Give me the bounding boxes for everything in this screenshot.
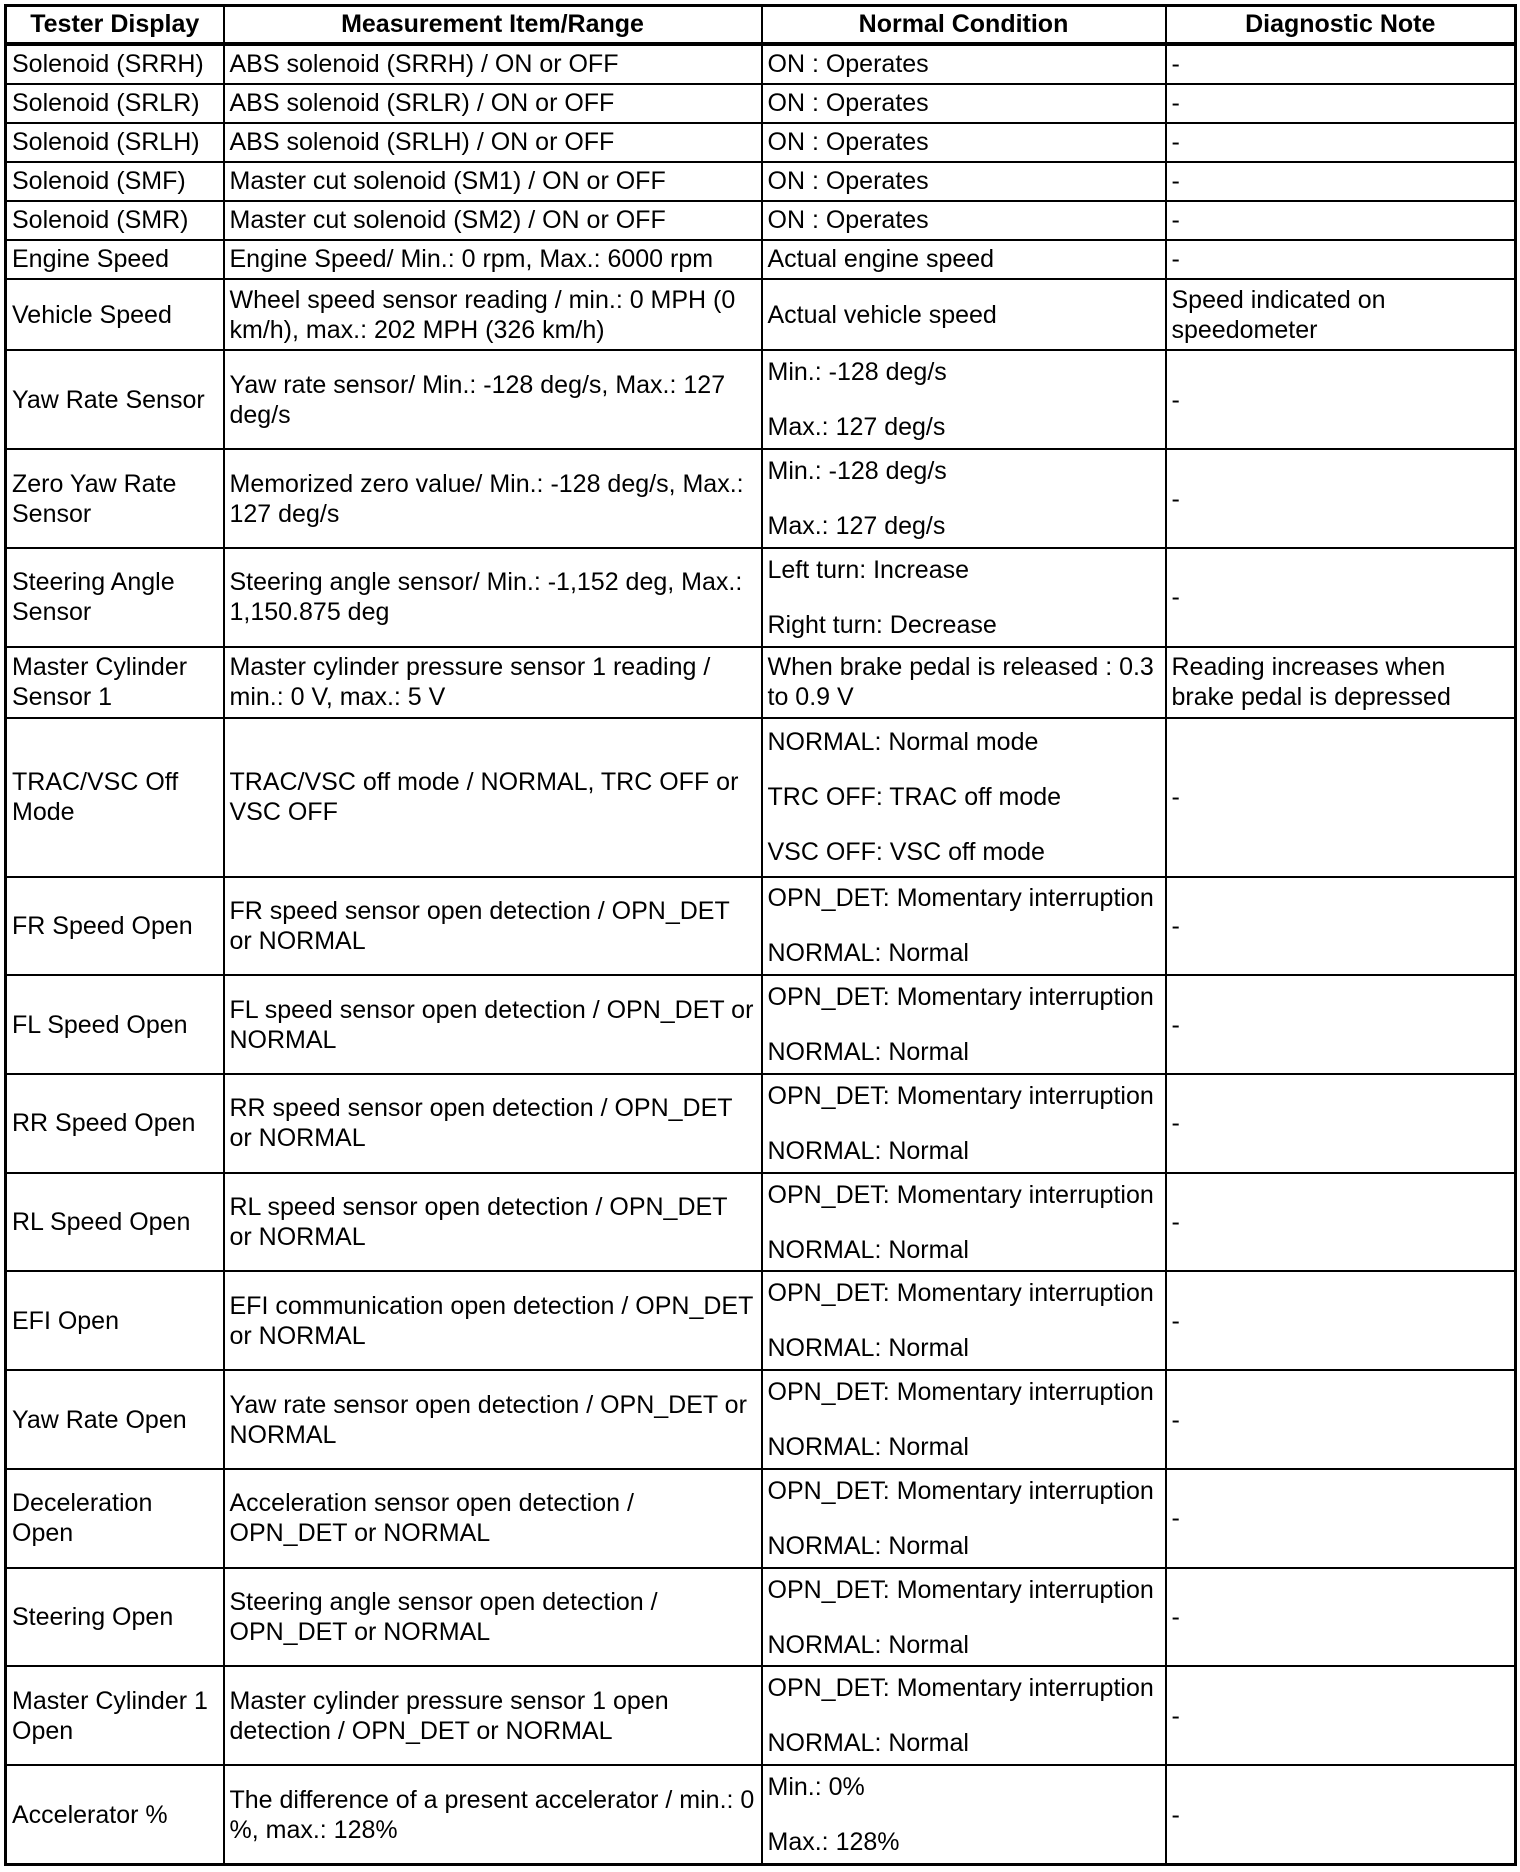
normal-condition-line: Min.: -128 deg/s <box>767 457 947 486</box>
normal-condition-line: Max.: 127 deg/s <box>767 512 946 541</box>
tester-display-cell: Yaw Rate Open <box>6 1370 224 1469</box>
diagnostic-note-cell: Reading increases when brake pedal is depressed <box>1166 647 1516 719</box>
normal-condition-cell <box>762 279 1166 351</box>
normal-condition-line: ON : Operates <box>767 50 929 79</box>
tester-display-cell: RR Speed Open <box>6 1074 224 1173</box>
normal-condition-line: NORMAL: Normal mode <box>767 728 1039 757</box>
table-row <box>6 240 1516 279</box>
normal-condition-cell <box>762 877 1166 976</box>
header-tester-display: Tester Display <box>6 6 224 44</box>
measurement-item-cell: The difference of a present accelerator / min.: 0 %, max.: 128% <box>224 1765 762 1864</box>
normal-condition-line: Max.: 128% <box>767 1828 900 1857</box>
measurement-item-cell: FL speed sensor open detection / OPN_DET or NORMAL <box>224 975 762 1074</box>
normal-condition-line: OPN_DET: Momentary interruption <box>767 1180 1154 1209</box>
table-row <box>6 449 1516 548</box>
tester-display-cell: Solenoid (SMR) <box>6 201 224 240</box>
normal-condition-cell <box>762 647 1166 719</box>
normal-condition-line: Actual engine speed <box>767 245 995 274</box>
table-row <box>6 123 1516 162</box>
normal-condition-line: VSC OFF: VSC off mode <box>767 838 1045 867</box>
normal-condition-line: ON : Operates <box>767 167 929 196</box>
normal-condition-line: NORMAL: Normal <box>767 1235 969 1264</box>
table-row <box>6 162 1516 201</box>
measurement-item-cell: Acceleration sensor open detection / OPN_DET or NORMAL <box>224 1469 762 1568</box>
measurement-item-cell: RR speed sensor open detection / OPN_DET or NORMAL <box>224 1074 762 1173</box>
measurement-item-cell: FR speed sensor open detection / OPN_DET or NORMAL <box>224 877 762 976</box>
normal-condition-line: NORMAL: Normal <box>767 1729 969 1758</box>
header-row <box>6 6 1516 44</box>
diagnostic-note-cell: - <box>1166 975 1516 1074</box>
measurement-item-cell: Steering angle sensor open detection / OPN_DET or NORMAL <box>224 1568 762 1667</box>
diagnostic-note-cell: - <box>1166 1469 1516 1568</box>
header-diagnostic-note: Diagnostic Note <box>1166 6 1516 44</box>
normal-condition-cell <box>762 1765 1166 1864</box>
measurement-item-cell: EFI communication open detection / OPN_DET or NORMAL <box>224 1271 762 1370</box>
normal-condition-line: OPN_DET: Momentary interruption <box>767 1674 1154 1703</box>
diagnostic-note-cell: - <box>1166 1173 1516 1272</box>
normal-condition-cell <box>762 162 1166 201</box>
diagnostic-note-cell: - <box>1166 123 1516 162</box>
table-row <box>6 201 1516 240</box>
diagnostic-note-cell: - <box>1166 162 1516 201</box>
tester-display-cell: Zero Yaw Rate Sensor <box>6 449 224 548</box>
table-row <box>6 1666 1516 1765</box>
measurement-item-cell: Master cylinder pressure sensor 1 reading / min.: 0 V, max.: 5 V <box>224 647 762 719</box>
normal-condition-line: Min.: 0% <box>767 1773 865 1802</box>
tester-display-cell: Solenoid (SRRH) <box>6 44 224 84</box>
tester-display-cell: Steering Open <box>6 1568 224 1667</box>
normal-condition-line: Min.: -128 deg/s <box>767 358 947 387</box>
normal-condition-cell <box>762 1370 1166 1469</box>
normal-condition-line: OPN_DET: Momentary interruption <box>767 1476 1154 1505</box>
normal-condition-line: ON : Operates <box>767 128 929 157</box>
normal-condition-line: ON : Operates <box>767 206 929 235</box>
table-row <box>6 1469 1516 1568</box>
measurement-item-cell: RL speed sensor open detection / OPN_DET or NORMAL <box>224 1173 762 1272</box>
tester-display-cell: Solenoid (SRLR) <box>6 84 224 123</box>
normal-condition-line: NORMAL: Normal <box>767 1531 969 1560</box>
table-row <box>6 975 1516 1074</box>
table-row <box>6 1568 1516 1667</box>
tester-display-cell: Accelerator % <box>6 1765 224 1864</box>
normal-condition-line: NORMAL: Normal <box>767 1630 969 1659</box>
table-row <box>6 1271 1516 1370</box>
normal-condition-cell <box>762 1074 1166 1173</box>
normal-condition-cell <box>762 1271 1166 1370</box>
normal-condition-line: Max.: 127 deg/s <box>767 413 946 442</box>
normal-condition-cell <box>762 1469 1166 1568</box>
diagnostic-note-cell: - <box>1166 449 1516 548</box>
table-row <box>6 84 1516 123</box>
diagnostic-note-cell: - <box>1166 350 1516 449</box>
measurement-item-cell: ABS solenoid (SRRH) / ON or OFF <box>224 44 762 84</box>
table-row <box>6 1765 1516 1864</box>
measurement-item-cell: Yaw rate sensor/ Min.: -128 deg/s, Max.: 127 deg/s <box>224 350 762 449</box>
measurement-item-cell: TRAC/VSC off mode / NORMAL, TRC OFF or VSC OFF <box>224 718 762 876</box>
diagnostic-note-cell: - <box>1166 718 1516 876</box>
table-row <box>6 279 1516 351</box>
data-list-table <box>4 4 1517 1866</box>
normal-condition-line: ON : Operates <box>767 89 929 118</box>
diagnostic-note-cell: - <box>1166 548 1516 647</box>
normal-condition-cell <box>762 1666 1166 1765</box>
normal-condition-line: OPN_DET: Momentary interruption <box>767 1378 1154 1407</box>
normal-condition-line: NORMAL: Normal <box>767 1136 969 1165</box>
table-row <box>6 877 1516 976</box>
measurement-item-cell: ABS solenoid (SRLR) / ON or OFF <box>224 84 762 123</box>
tester-display-cell: EFI Open <box>6 1271 224 1370</box>
diagnostic-note-cell: - <box>1166 1765 1516 1864</box>
table-row <box>6 1370 1516 1469</box>
table-row <box>6 350 1516 449</box>
normal-condition-line: NORMAL: Normal <box>767 939 969 968</box>
diagnostic-note-cell: - <box>1166 201 1516 240</box>
tester-display-cell: FL Speed Open <box>6 975 224 1074</box>
measurement-item-cell: Master cut solenoid (SM2) / ON or OFF <box>224 201 762 240</box>
normal-condition-cell <box>762 123 1166 162</box>
diagnostic-note-cell: - <box>1166 44 1516 84</box>
normal-condition-cell <box>762 44 1166 84</box>
measurement-item-cell: Steering angle sensor/ Min.: -1,152 deg, Max.: 1,150.875 deg <box>224 548 762 647</box>
diagnostic-note-cell: - <box>1166 84 1516 123</box>
table-row <box>6 1173 1516 1272</box>
normal-condition-line: Right turn: Decrease <box>767 610 997 639</box>
table-row <box>6 718 1516 876</box>
table-row <box>6 647 1516 719</box>
diagnostic-note-cell: - <box>1166 877 1516 976</box>
normal-condition-cell <box>762 84 1166 123</box>
tester-display-cell: FR Speed Open <box>6 877 224 976</box>
tester-display-cell: Vehicle Speed <box>6 279 224 351</box>
tester-display-cell: TRAC/VSC Off Mode <box>6 718 224 876</box>
tester-display-cell: Master Cylinder Sensor 1 <box>6 647 224 719</box>
table-row <box>6 1074 1516 1173</box>
tester-display-cell: Solenoid (SRLH) <box>6 123 224 162</box>
tester-display-cell: Engine Speed <box>6 240 224 279</box>
normal-condition-line: OPN_DET: Momentary interruption <box>767 884 1154 913</box>
diagnostic-note-cell: - <box>1166 1568 1516 1667</box>
header-normal-condition: Normal Condition <box>762 6 1166 44</box>
normal-condition-cell <box>762 548 1166 647</box>
normal-condition-line: Actual vehicle speed <box>767 300 997 329</box>
measurement-item-cell: Master cylinder pressure sensor 1 open detection / OPN_DET or NORMAL <box>224 1666 762 1765</box>
diagnostic-note-cell: - <box>1166 1666 1516 1765</box>
normal-condition-cell <box>762 201 1166 240</box>
measurement-item-cell: Master cut solenoid (SM1) / ON or OFF <box>224 162 762 201</box>
tester-display-cell: Master Cylinder 1 Open <box>6 1666 224 1765</box>
measurement-item-cell: Yaw rate sensor open detection / OPN_DET or NORMAL <box>224 1370 762 1469</box>
tester-display-cell: Deceleration Open <box>6 1469 224 1568</box>
normal-condition-cell <box>762 449 1166 548</box>
measurement-item-cell: Wheel speed sensor reading / min.: 0 MPH (0 km/h), max.: 202 MPH (326 km/h) <box>224 279 762 351</box>
normal-condition-line: OPN_DET: Momentary interruption <box>767 1081 1154 1110</box>
normal-condition-cell <box>762 350 1166 449</box>
table-row <box>6 44 1516 84</box>
tester-display-cell: Solenoid (SMF) <box>6 162 224 201</box>
normal-condition-cell <box>762 1173 1166 1272</box>
diagnostic-note-cell: - <box>1166 1370 1516 1469</box>
diagnostic-note-cell: - <box>1166 1074 1516 1173</box>
normal-condition-line: OPN_DET: Momentary interruption <box>767 1575 1154 1604</box>
normal-condition-line: NORMAL: Normal <box>767 1433 969 1462</box>
tester-display-cell: RL Speed Open <box>6 1173 224 1272</box>
tester-display-cell: Steering Angle Sensor <box>6 548 224 647</box>
diagnostic-note-cell: - <box>1166 1271 1516 1370</box>
measurement-item-cell: Memorized zero value/ Min.: -128 deg/s, Max.: 127 deg/s <box>224 449 762 548</box>
header-measurement-item: Measurement Item/Range <box>224 6 762 44</box>
table-row <box>6 548 1516 647</box>
diagnostic-note-cell: - <box>1166 240 1516 279</box>
normal-condition-line: TRC OFF: TRAC off mode <box>767 783 1062 812</box>
diagnostic-note-cell: Speed indicated on speedometer <box>1166 279 1516 351</box>
measurement-item-cell: Engine Speed/ Min.: 0 rpm, Max.: 6000 rpm <box>224 240 762 279</box>
normal-condition-line: OPN_DET: Momentary interruption <box>767 983 1154 1012</box>
normal-condition-cell <box>762 240 1166 279</box>
normal-condition-cell <box>762 718 1166 876</box>
normal-condition-cell <box>762 975 1166 1074</box>
normal-condition-line: NORMAL: Normal <box>767 1334 969 1363</box>
measurement-item-cell: ABS solenoid (SRLH) / ON or OFF <box>224 123 762 162</box>
normal-condition-line: OPN_DET: Momentary interruption <box>767 1279 1154 1308</box>
normal-condition-line: NORMAL: Normal <box>767 1038 969 1067</box>
normal-condition-line: Left turn: Increase <box>767 555 970 584</box>
normal-condition-line: When brake pedal is released : 0.3 to 0.9 V <box>767 653 1154 712</box>
tester-display-cell: Yaw Rate Sensor <box>6 350 224 449</box>
normal-condition-cell <box>762 1568 1166 1667</box>
